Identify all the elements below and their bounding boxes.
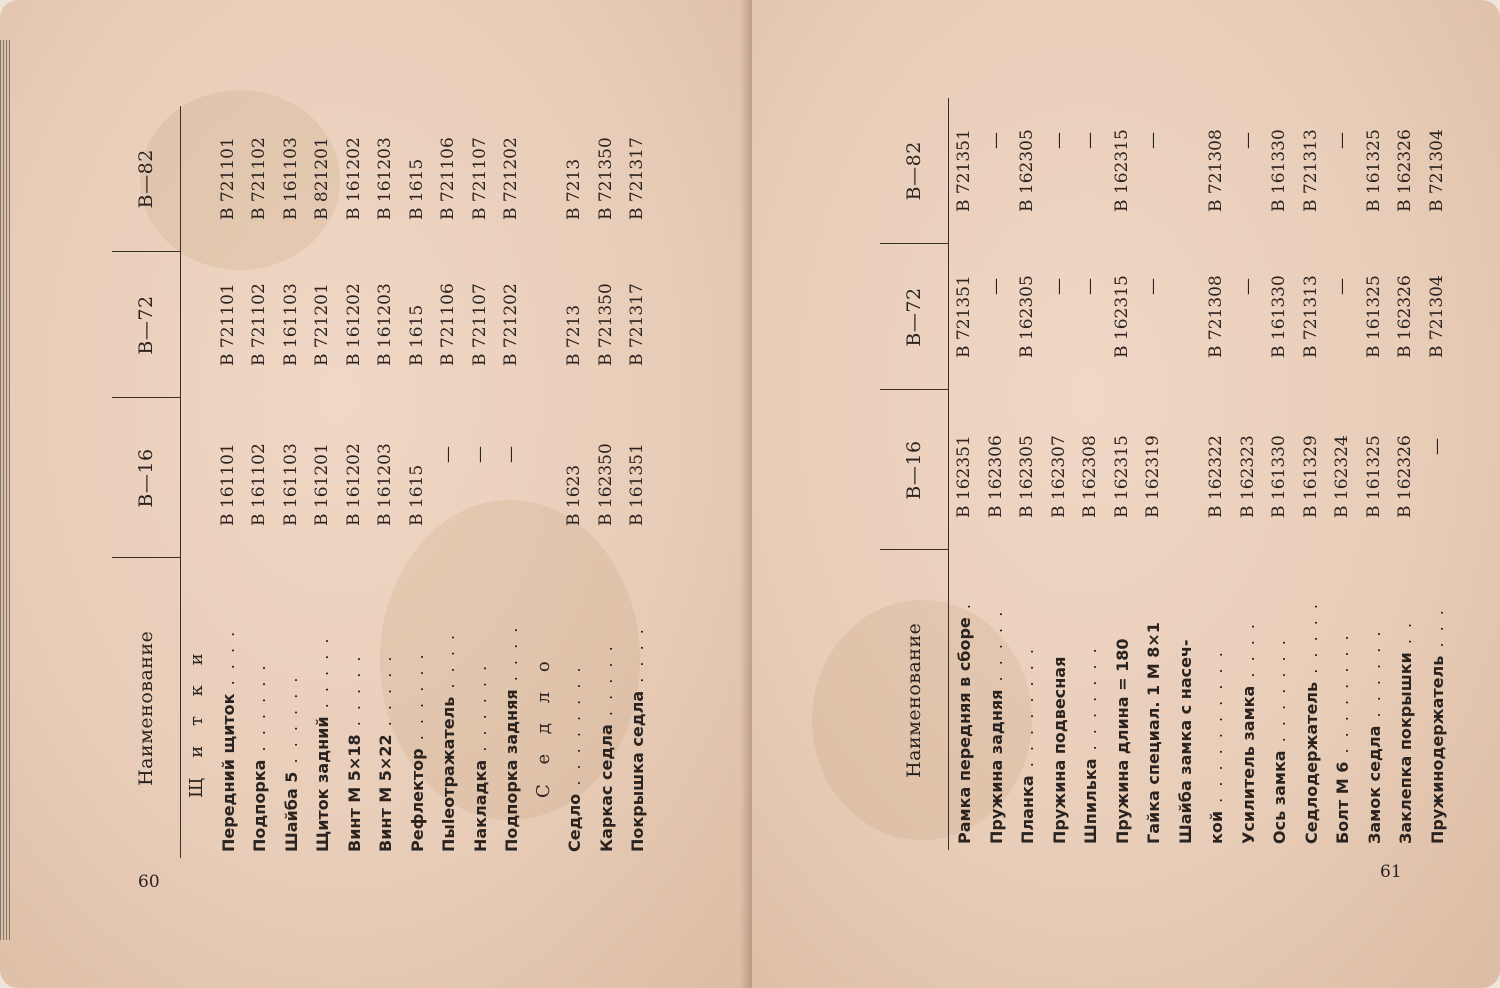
part-code-b72	[1170, 244, 1202, 390]
leader-dots: . . . . .	[1301, 601, 1321, 682]
part-name: Ось замка	[1270, 750, 1289, 844]
part-code-b72: В 162315	[1111, 275, 1132, 358]
part-code-b16: В 161325	[1363, 435, 1384, 518]
leader-dots: . . . . . .	[281, 674, 301, 772]
header-name: Наименование	[880, 550, 949, 850]
part-code-b82: В 161202	[343, 137, 364, 220]
part-name-cell	[1359, 550, 1391, 850]
part-code-b82: —	[1332, 132, 1352, 149]
part-name: Щиток задний	[313, 716, 332, 852]
part-name-cell	[1044, 550, 1076, 850]
part-name-cell	[496, 558, 528, 858]
leader-dots: . . . . . . . .	[1333, 632, 1352, 762]
part-code-b82: В 721202	[501, 137, 521, 220]
part-code-b72: В 1615	[406, 304, 427, 366]
part-name-cell	[1201, 550, 1233, 850]
table-row	[591, 106, 623, 858]
part-code-b72: —	[1332, 278, 1352, 295]
table-row	[496, 106, 528, 858]
part-code-b72: В 721202	[501, 283, 521, 366]
part-code-b16: В 161329	[1300, 435, 1321, 518]
leader-dots: . . . . . .	[470, 662, 490, 760]
part-code-b16: В 162323	[1237, 435, 1258, 518]
part-name: Рефлектор	[407, 748, 427, 852]
table-row	[1075, 98, 1107, 850]
part-code-b82: В 721350	[595, 137, 616, 220]
part-name-cell	[981, 550, 1013, 850]
part-code-b16: —	[1426, 438, 1447, 455]
part-code-b72: В 721304	[1426, 275, 1447, 358]
part-code-b16: В 162307	[1048, 435, 1069, 518]
part-name: Седло	[565, 793, 584, 852]
table-row	[370, 106, 402, 858]
part-code-b16: В 161202	[343, 443, 364, 526]
part-name: Подпорка задняя	[502, 689, 521, 852]
leader-dots: . . . .	[628, 626, 647, 691]
table-row	[1422, 98, 1454, 850]
part-code-b82: —	[1080, 132, 1100, 149]
leader-dots: . . . . . .	[407, 651, 427, 749]
part-code-b72: В 721317	[627, 283, 647, 366]
part-code-b72: В 161203	[375, 283, 395, 366]
part-code-b16: В 162350	[595, 443, 616, 526]
right-parts-table	[880, 98, 1453, 850]
part-code-b72: В 721102	[249, 283, 269, 366]
part-name: Покрышка седла	[628, 690, 647, 852]
part-code-b72: В 721101	[217, 283, 238, 366]
section-row	[181, 106, 213, 858]
part-name: Пружина длина = 180	[1112, 638, 1132, 844]
leader-dots: . . .	[1427, 607, 1447, 656]
part-code-b16: —	[438, 446, 458, 463]
left-table-rotated	[112, 106, 654, 858]
table-row	[1012, 98, 1044, 850]
part-name: Седлодержатель	[1301, 681, 1321, 844]
part-code-b16: В 161101	[217, 443, 238, 526]
table-row	[949, 98, 981, 850]
part-code-b82: В 721351	[954, 129, 974, 212]
part-name: кой	[1207, 810, 1226, 844]
section-row	[528, 106, 560, 858]
leader-dots: . . . . . . .	[1081, 645, 1100, 759]
part-name: Болт М 6	[1333, 761, 1352, 844]
part-code-b16: В 162326	[1395, 435, 1415, 518]
part-name-cell	[1327, 550, 1359, 850]
header-b82: В—82	[112, 106, 181, 252]
table-row	[244, 106, 276, 858]
leader-dots: . . . .	[439, 631, 458, 697]
leader-dots: . . . .	[218, 628, 238, 694]
part-name: Пружина задняя	[986, 689, 1006, 844]
part-name: Пыleотражатель	[439, 696, 458, 852]
part-code-b82: В 162315	[1111, 129, 1132, 212]
part-name-cell	[1233, 550, 1265, 850]
part-name-cell	[1138, 550, 1170, 850]
part-code-b72: В 721308	[1206, 275, 1226, 358]
part-code-b16: В 161203	[375, 443, 395, 526]
part-code-b16: В 162305	[1017, 435, 1037, 518]
left-parts-table	[112, 106, 654, 858]
table-row	[1044, 98, 1076, 850]
part-name: Передний щиток	[218, 693, 238, 852]
part-name: Рамка передняя в сборе	[955, 617, 974, 844]
part-code-b16: В 161351	[627, 443, 647, 526]
part-name-cell	[1107, 550, 1139, 850]
part-name: Гайка специал. 1 М 8×1	[1144, 622, 1163, 844]
part-code-b16: В 162324	[1332, 435, 1352, 518]
table-row	[559, 106, 591, 858]
leader-dots: . . . . .	[313, 635, 332, 717]
leader-dots: . . . . . .	[1364, 628, 1384, 726]
part-code-b72: В 721351	[954, 275, 974, 358]
leader-dots: . . . . .	[986, 608, 1006, 690]
part-name-cell	[591, 558, 623, 858]
table-row	[433, 106, 465, 858]
part-code-b82: В 721313	[1300, 129, 1321, 212]
part-code-b82: В 161203	[375, 137, 395, 220]
part-code-b72: В 721313	[1300, 275, 1321, 358]
section-title: Щ и т к и	[186, 646, 207, 798]
right-page	[752, 0, 1500, 988]
part-code-b72: В 161202	[343, 283, 364, 366]
part-name: Каркас седла	[596, 724, 616, 852]
part-name-cell	[433, 558, 465, 858]
table-row	[339, 106, 371, 858]
part-code-b72: В 161330	[1269, 275, 1289, 358]
page-number: 61	[1380, 862, 1402, 882]
part-code-b82: В 721101	[217, 137, 238, 220]
part-code-b82: В 7213	[564, 158, 584, 220]
part-code-b72: —	[1080, 278, 1100, 295]
part-name-cell	[949, 550, 981, 850]
part-name: Усилитель замка	[1238, 685, 1258, 844]
part-code-b72: В 721106	[438, 283, 458, 366]
part-code-b82: В 721308	[1206, 129, 1226, 212]
part-code-b16: —	[469, 446, 490, 463]
part-code-b82: В 161103	[280, 137, 301, 220]
part-name-cell	[1012, 550, 1044, 850]
table-row	[1296, 98, 1328, 850]
header-b72: В—72	[880, 244, 949, 390]
part-name-cell	[1264, 550, 1296, 850]
part-code-b82: В 721107	[469, 137, 490, 220]
right-table-rotated	[880, 98, 1453, 850]
leader-dots: . . . . .	[376, 653, 395, 735]
part-code-b82: В 162305	[1017, 129, 1037, 212]
part-code-b72: —	[985, 278, 1006, 295]
part-code-b82: В 821201	[312, 137, 332, 220]
leader-dots: . . . . . . . .	[1018, 646, 1037, 776]
part-code-b16: В 161201	[312, 443, 332, 526]
leader-dots: . .	[1396, 619, 1415, 653]
part-code-b16: В 162308	[1080, 435, 1100, 518]
part-code-b82: —	[1143, 132, 1163, 149]
leader-dots: .	[955, 601, 974, 618]
part-name-cell	[244, 558, 276, 858]
table-row	[276, 106, 308, 858]
leader-dots: . . . . . . . . . .	[1207, 649, 1226, 811]
part-name: Накладка	[470, 759, 490, 852]
part-name-cell	[307, 558, 339, 858]
part-name: Планка	[1018, 775, 1037, 844]
part-code-b16: В 1615	[406, 464, 427, 526]
header-name: Наименование	[112, 558, 181, 858]
table-row	[1138, 98, 1170, 850]
leader-dots: . . . .	[502, 624, 521, 690]
part-name-cell	[1422, 550, 1454, 850]
leader-dots: . . . . .	[344, 653, 364, 735]
part-name: Винт М 5×18	[344, 734, 364, 852]
part-name-cell	[622, 558, 654, 858]
part-name: Шайба 5	[281, 771, 301, 852]
part-name: Пружинодержатель	[1427, 655, 1447, 844]
part-code-b72: В 721107	[469, 283, 490, 366]
part-name-cell	[370, 558, 402, 858]
leader-dots: . . . . . . . .	[565, 664, 584, 794]
part-name-cell	[402, 558, 434, 858]
part-code-b72: В 721350	[595, 283, 616, 366]
part-name-cell	[1390, 550, 1422, 850]
table-row	[1233, 98, 1265, 850]
part-code-b16: —	[501, 446, 521, 463]
table-row	[981, 98, 1013, 850]
part-code-b82: —	[1048, 132, 1069, 149]
part-code-b16: В 161103	[280, 443, 301, 526]
part-code-b72: —	[1048, 278, 1069, 295]
part-code-b82: В 721102	[249, 137, 269, 220]
table-row	[1327, 98, 1359, 850]
table-row	[213, 106, 245, 858]
part-name-cell	[276, 558, 308, 858]
part-code-b16: В 162315	[1111, 435, 1132, 518]
part-name: Заклепка покрышки	[1396, 652, 1415, 844]
header-b72: В—72	[112, 252, 181, 398]
part-code-b82: —	[985, 132, 1006, 149]
header-b16: В—16	[112, 398, 181, 558]
part-code-b16: В 162306	[985, 435, 1006, 518]
part-code-b72: В 162326	[1395, 275, 1415, 358]
part-name: Шайба замка с насеч-	[1175, 639, 1195, 844]
part-code-b82: В 721106	[438, 137, 458, 220]
table-row	[402, 106, 434, 858]
part-code-b72: В 162305	[1017, 275, 1037, 358]
table-row	[1390, 98, 1422, 850]
part-code-b82: В 162326	[1395, 129, 1415, 212]
table-header-row	[112, 106, 181, 858]
part-code-b16: В 161330	[1269, 435, 1289, 518]
leader-dots: . . . .	[1238, 620, 1258, 686]
part-code-b82: В 161325	[1363, 129, 1384, 212]
part-code-b82	[1170, 98, 1202, 244]
part-code-b82: В 721317	[627, 137, 647, 220]
part-code-b82: В 161330	[1269, 129, 1289, 212]
table-header-row	[880, 98, 949, 850]
part-code-b72: —	[1237, 278, 1258, 295]
part-name: Пружина подвесная	[1049, 656, 1069, 844]
leader-dots: . . . . . .	[250, 662, 269, 760]
part-name-cell	[213, 558, 245, 858]
part-name: Замок седла	[1364, 725, 1384, 844]
part-code-b16: В 162351	[954, 435, 974, 518]
table-row	[465, 106, 497, 858]
part-name-cell	[465, 558, 497, 858]
part-name-cell	[1075, 550, 1107, 850]
part-code-b72: В 7213	[564, 304, 584, 366]
header-b16: В—16	[880, 390, 949, 550]
part-code-b16: В 1623	[564, 464, 584, 526]
table-row	[1107, 98, 1139, 850]
part-name-cell	[1170, 550, 1202, 850]
page-edge	[0, 40, 10, 940]
part-name-cell	[1296, 550, 1328, 850]
part-code-b82: В 1615	[406, 158, 427, 220]
table-row	[1264, 98, 1296, 850]
part-name: Шпилька	[1081, 758, 1100, 844]
leader-dots: . . . . . . .	[1270, 637, 1289, 751]
part-name: Винт М 5×22	[376, 734, 395, 852]
table-row	[1359, 98, 1391, 850]
part-code-b16	[1170, 390, 1202, 550]
part-code-b72: В 161103	[280, 283, 301, 366]
part-code-b82: В 721304	[1426, 129, 1447, 212]
part-code-b16: В 162322	[1206, 435, 1226, 518]
part-code-b16: В 162319	[1143, 435, 1163, 518]
part-code-b72: —	[1143, 278, 1163, 295]
part-name-cell	[559, 558, 591, 858]
part-code-b72: В 161325	[1363, 275, 1384, 358]
table-row	[1170, 98, 1202, 850]
part-code-b16: В 161102	[249, 443, 269, 526]
part-name-cell	[339, 558, 371, 858]
table-row	[307, 106, 339, 858]
table-row	[1201, 98, 1233, 850]
section-title: С е д л о	[532, 654, 554, 798]
part-code-b72: В 721201	[312, 283, 332, 366]
header-b82: В—82	[880, 98, 949, 244]
leader-dots: . . . . .	[596, 643, 616, 725]
page-number: 60	[138, 872, 160, 892]
part-name: Подпорка	[250, 759, 269, 852]
table-row	[622, 106, 654, 858]
part-code-b82: —	[1237, 132, 1258, 149]
